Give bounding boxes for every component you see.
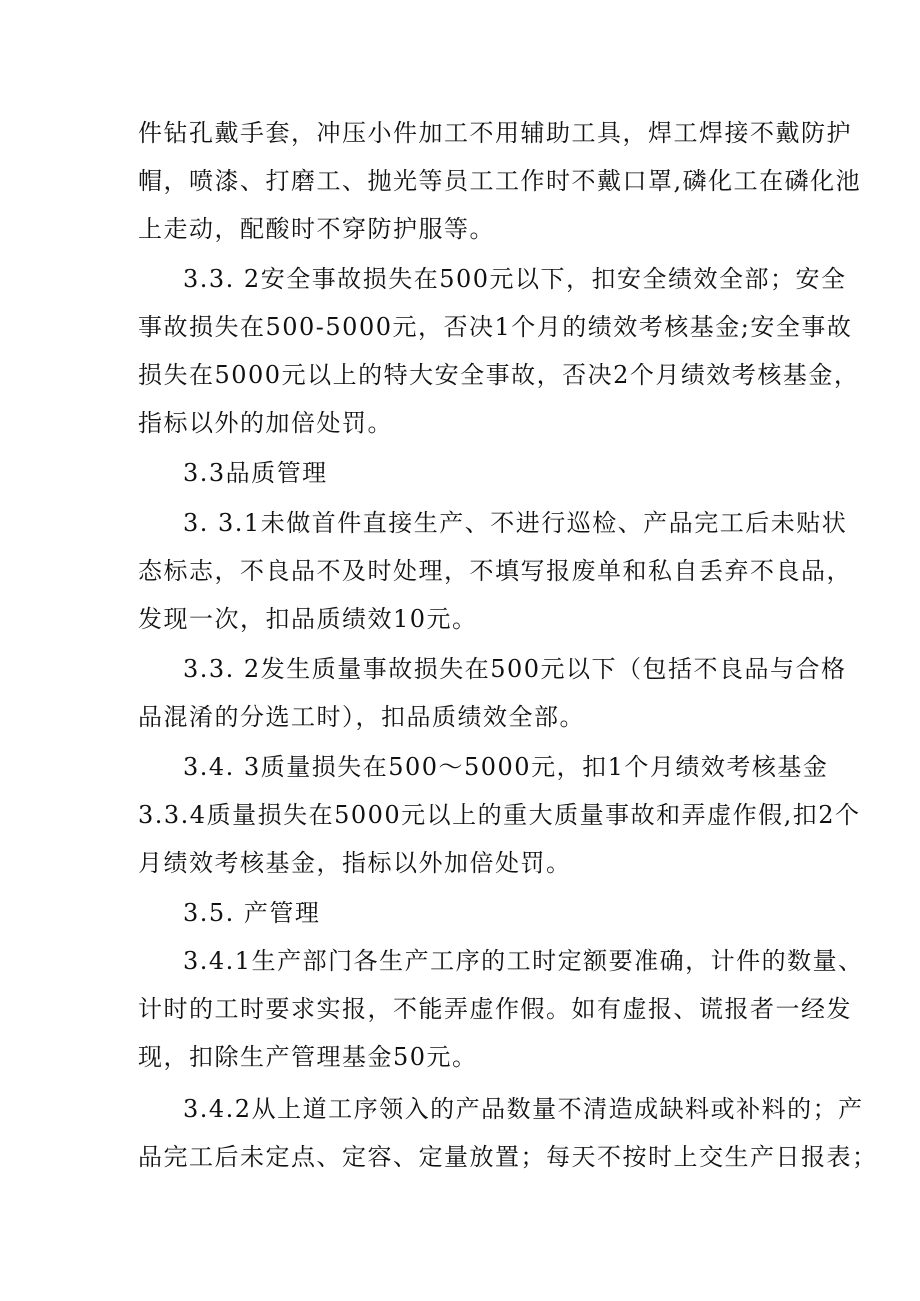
text-line: 现，扣除生产管理基金50元。 bbox=[138, 1043, 478, 1071]
text-line: 3.3.4质量损失在5000元以上的重大质量事故和弄虚作假,扣2个 bbox=[138, 801, 861, 829]
section-heading: 3.5. 产管理 bbox=[183, 899, 321, 927]
text-line: 品混淆的分选工时），扣品质绩效全部。 bbox=[138, 703, 585, 731]
section-heading: 3.3品质管理 bbox=[183, 459, 328, 487]
text-line: 发现一次，扣品质绩效10元。 bbox=[138, 605, 478, 633]
text-line: 态标志，不良品不及时处理，不填写报废单和私自丢弃不良品， bbox=[138, 557, 852, 585]
text-line: 3.4.2从上道工序领入的产品数量不清造成缺料或补料的；产 bbox=[183, 1095, 864, 1123]
text-line: 损失在5000元以上的特大安全事故，否决2个月绩效考核基金， bbox=[138, 361, 860, 389]
text-line: 3.4. 3质量损失在500～5000元，扣1个月绩效考核基金 bbox=[183, 753, 829, 781]
text-line: 帽，喷漆、打磨工、抛光等员工工作时不戴口罩,磷化工在磷化池 bbox=[138, 167, 862, 195]
text-line: 件钻孔戴手套，冲压小件加工不用辅助工具，焊工焊接不戴防护 bbox=[138, 119, 852, 147]
text-line: 指标以外的加倍处罚。 bbox=[138, 409, 393, 437]
text-line: 3.4.1生产部门各生产工序的工时定额要准确，计件的数量、 bbox=[183, 947, 864, 975]
text-line: 月绩效考核基金，指标以外加倍处罚。 bbox=[138, 849, 572, 877]
text-line: 事故损失在500-5000元，否决1个月的绩效考核基金;安全事故 bbox=[138, 313, 853, 341]
text-line: 品完工后未定点、定容、定量放置；每天不按时上交生产日报表； bbox=[138, 1143, 878, 1171]
text-line: 计时的工时要求实报，不能弄虚作假。如有虚报、谎报者一经发 bbox=[138, 995, 852, 1023]
text-line: 3.3. 2安全事故损失在500元以下，扣安全绩效全部；安全 bbox=[183, 265, 847, 293]
text-line: 上走动，配酸时不穿防护服等。 bbox=[138, 215, 495, 243]
text-line: 3. 3.1未做首件直接生产、不进行巡检、产品完工后未贴状 bbox=[183, 509, 848, 537]
text-line: 3.3. 2发生质量事故损失在500元以下（包括不良品与合格 bbox=[183, 655, 847, 683]
